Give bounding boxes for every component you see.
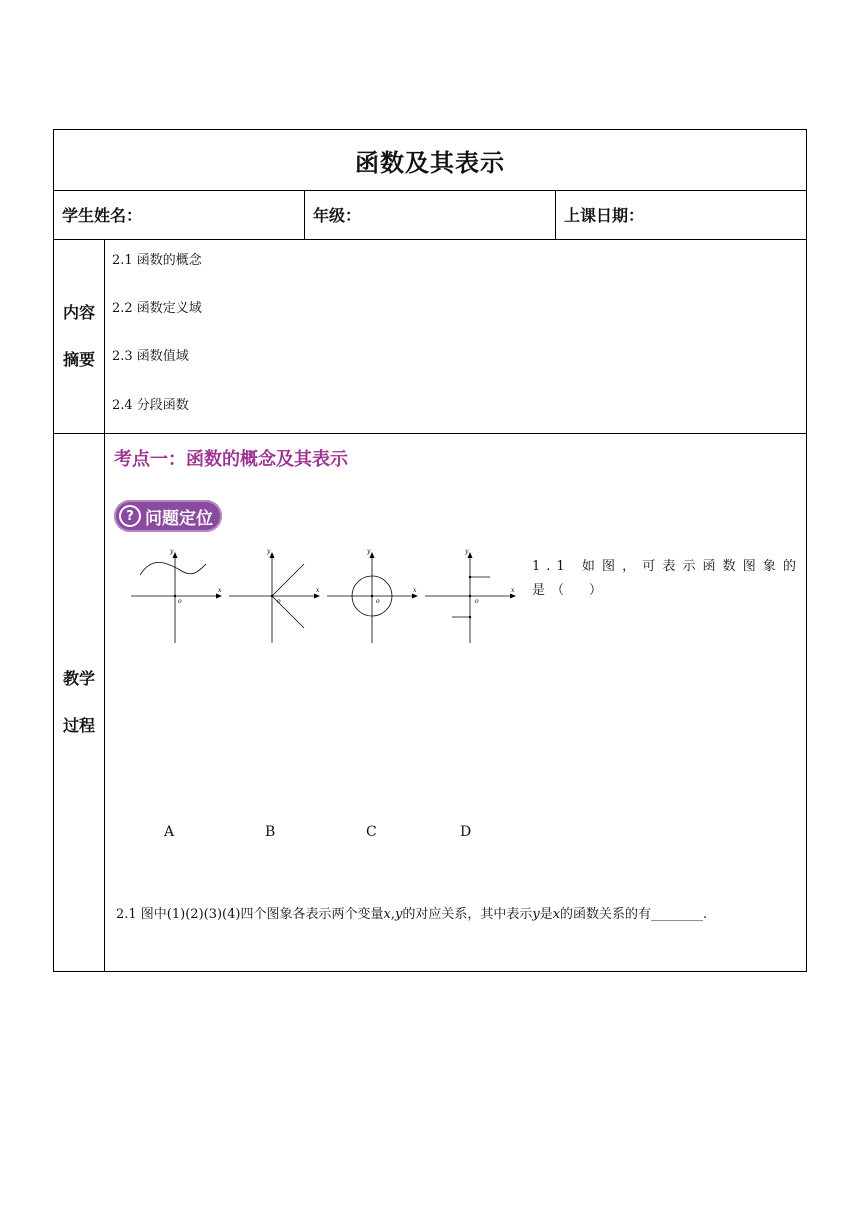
y-axis-label: y <box>170 548 174 555</box>
title-row <box>54 130 806 191</box>
graph-d <box>425 548 516 643</box>
page-title: 函数及其表示 <box>355 148 505 177</box>
x-axis-label: x <box>413 587 417 594</box>
q2-prefix: 2.1 图中(1)(2)(3)(4)四个图象各表示两个变量 <box>116 907 384 922</box>
question-1-1: 1.1 如图，可表示函数图象的是（ ） <box>532 559 802 598</box>
grade-field: 年级： <box>305 190 556 239</box>
y-axis-label: y <box>267 548 271 555</box>
function-graphs <box>126 548 526 648</box>
y-axis-label: y <box>367 548 371 555</box>
question-icon: ? <box>119 505 141 527</box>
class-date-field: 上课日期： <box>564 206 645 225</box>
origin-label: o <box>178 598 182 605</box>
info-row <box>54 190 806 240</box>
problem-badge <box>114 500 222 532</box>
origin-label: o <box>376 598 380 605</box>
section-heading: 考点一：函数的概念及其表示 <box>114 449 348 470</box>
summary-item: 2.3 函数值域 <box>112 349 189 364</box>
x-axis-label: x <box>316 587 320 594</box>
q2-is: 是 <box>539 907 553 922</box>
summary-label <box>54 239 105 433</box>
choice-a: A <box>164 824 175 840</box>
x-axis-label: x <box>511 587 515 594</box>
summary-label-line1: 内容 <box>62 303 95 322</box>
lesson-table <box>53 129 807 972</box>
student-name-field: 学生姓名： <box>54 190 305 239</box>
lesson-row <box>54 433 806 971</box>
summary-row <box>54 239 806 434</box>
lesson-label-line2: 过程 <box>62 716 95 735</box>
choice-d: D <box>460 824 472 840</box>
x-axis-label: x <box>218 587 222 594</box>
q2-comma: , <box>390 907 395 922</box>
question-2-1 <box>116 903 707 922</box>
summary-item: 2.2 函数定义域 <box>112 301 202 316</box>
summary-item: 2.4 分段函数 <box>112 398 189 413</box>
y-axis-label: y <box>465 548 469 555</box>
graph-c <box>327 548 418 643</box>
choice-c: C <box>366 824 377 840</box>
q2-middle: 的对应关系，其中表示 <box>402 907 533 922</box>
summary-item: 2.1 函数的概念 <box>112 253 202 268</box>
origin-label: o <box>475 598 479 605</box>
choice-b: B <box>265 824 276 840</box>
summary-label-line2: 摘要 <box>62 350 95 369</box>
origin-label: o <box>277 598 281 605</box>
lesson-label-line1: 教学 <box>62 669 95 688</box>
q2-suffix: 的函数关系的有________. <box>560 907 708 922</box>
q2-var-x: x <box>383 907 391 922</box>
q2-var-y2: y <box>532 907 540 922</box>
lesson-label <box>54 433 105 971</box>
q2-var-y: y <box>394 907 403 922</box>
graph-a <box>131 548 222 643</box>
graph-b <box>229 548 320 643</box>
badge-label: 问题定位 <box>145 508 213 529</box>
q2-var-x2: x <box>552 907 561 922</box>
